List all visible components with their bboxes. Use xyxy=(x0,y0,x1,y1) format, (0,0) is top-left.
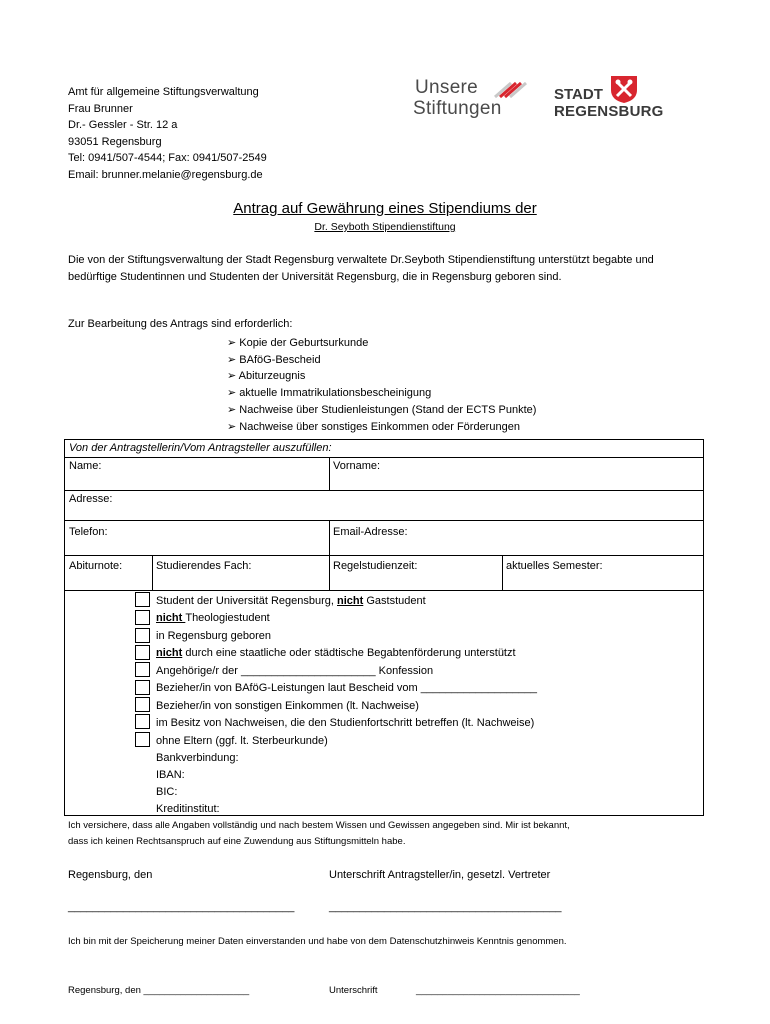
sender-address xyxy=(68,84,267,183)
arrow-bullet-icon: ➢ xyxy=(227,387,240,400)
place-date-label: Regensburg, den xyxy=(68,869,153,881)
checkbox-ohne-eltern[interactable] xyxy=(135,732,150,747)
requirements-list xyxy=(227,335,536,435)
checklist-item-geboren: in Regensburg geboren xyxy=(156,630,271,642)
application-form xyxy=(64,439,704,816)
arrow-bullet-icon: ➢ xyxy=(227,353,240,366)
email-field[interactable]: Email-Adresse: xyxy=(333,526,408,538)
checklist-item-ohne-eltern: ohne Eltern (ggf. lt. Sterbeurkunde) xyxy=(156,735,328,747)
consent-signature-label: Unterschrift xyxy=(329,985,378,996)
city-crest-icon xyxy=(609,74,639,104)
list-item: ➢ aktuelle Immatrikulationsbescheinigung xyxy=(227,387,432,400)
form-divider xyxy=(65,555,703,556)
logo-regensburg-text: REGENSBURG xyxy=(554,103,664,120)
arrow-bullet-icon: ➢ xyxy=(227,420,240,433)
checklist-item-nachweise: im Besitz von Nachweisen, die den Studienfortschritt betreffen (lt. Nachweise) xyxy=(156,717,535,729)
signature-line[interactable]: ______________________________________ xyxy=(329,901,562,913)
semester-field[interactable]: aktuelles Semester: xyxy=(506,560,603,572)
form-divider xyxy=(65,590,703,591)
place-date-line[interactable]: _____________________________________ xyxy=(68,901,295,913)
logo-unsere-text: Unsere xyxy=(415,77,479,98)
arrow-bullet-icon: ➢ xyxy=(227,403,240,416)
form-divider xyxy=(329,520,330,555)
list-item: ➢ Nachweise über sonstiges Einkommen oder Förderungen xyxy=(227,420,520,433)
sender-street: Dr.- Gessler - Str. 12 a xyxy=(68,119,178,131)
sender-email: Email: brunner.melanie@regensburg.de xyxy=(68,168,263,181)
iban-field[interactable]: IBAN: xyxy=(156,769,185,781)
checkbox-student[interactable] xyxy=(135,592,150,607)
sender-city: 93051 Regensburg xyxy=(68,135,162,148)
list-item: ➢ Kopie der Geburtsurkunde xyxy=(227,337,369,349)
fach-field[interactable]: Studierendes Fach: xyxy=(156,560,252,572)
declaration-line-2: dass ich keinen Rechtsanspruch auf eine Zuwendung aus Stiftungsmitteln habe. xyxy=(68,836,406,847)
sender-contact: Frau Brunner xyxy=(68,102,133,115)
stripes-icon xyxy=(493,77,527,103)
list-item: ➢ Abiturzeugnis xyxy=(227,370,306,383)
name-field[interactable]: Name: xyxy=(69,460,102,472)
form-divider xyxy=(329,555,330,590)
intro-paragraph: Die von der Stiftungsverwaltung der Stadt Regensburg verwaltete Dr.Seyboth Stipendienstiftung unterstützt begabte und bedürftige Studentinnen und Studenten der Universität Regensburg, die in Regensburg geboren sind. xyxy=(68,254,654,283)
form-divider xyxy=(329,457,330,490)
checklist-item-bafoeg: Bezieher/in von BAföG-Leistungen laut Bescheid vom ___________________ xyxy=(156,682,537,694)
vorname-field[interactable]: Vorname: xyxy=(333,460,381,472)
checkbox-bafoeg[interactable] xyxy=(135,680,150,695)
form-header: Von der Antragstellerin/Vom Antragsteller auszufüllen: xyxy=(69,442,332,454)
checkbox-geboren[interactable] xyxy=(135,628,150,643)
logo-stadt-text: STADT xyxy=(554,86,603,103)
arrow-bullet-icon: ➢ xyxy=(227,370,239,383)
form-divider xyxy=(502,555,503,590)
consent-signature-line[interactable]: _______________________________ xyxy=(416,985,580,996)
logo-stiftungen-text: Stiftungen xyxy=(413,98,502,119)
checkbox-einkommen[interactable] xyxy=(135,697,150,712)
checklist-item-begabtenfoerderung: nicht durch eine staatliche oder städtische Begabtenförderung unterstützt xyxy=(156,647,516,659)
bic-field[interactable]: BIC: xyxy=(156,786,178,798)
document-subtitle: Dr. Seyboth Stipendienstiftung xyxy=(314,221,456,233)
adresse-field[interactable]: Adresse: xyxy=(69,493,113,505)
abiturnote-field[interactable]: Abiturnote: xyxy=(69,560,123,572)
arrow-bullet-icon: ➢ xyxy=(227,337,240,349)
form-divider xyxy=(65,520,703,521)
checkbox-nachweise[interactable] xyxy=(135,714,150,729)
sender-office: Amt für allgemeine Stiftungsverwaltung xyxy=(68,86,259,98)
list-item: ➢ Nachweise über Studienleistungen (Stand der ECTS Punkte) xyxy=(227,403,537,416)
checkbox-theologie[interactable] xyxy=(135,610,150,625)
checklist-item-theologie: nicht Theologiestudent xyxy=(156,612,270,624)
declaration-line-1: Ich versichere, dass alle Angaben vollständig und nach bestem Wissen und Gewissen angegeben sind. Mir ist bekannt, xyxy=(68,820,570,831)
form-divider xyxy=(65,490,703,491)
bank-heading: Bankverbindung: xyxy=(156,752,239,764)
form-divider xyxy=(65,457,703,458)
telefon-field[interactable]: Telefon: xyxy=(69,526,108,538)
consent-place-date[interactable]: Regensburg, den ____________________ xyxy=(68,985,250,996)
regelstudienzeit-field[interactable]: Regelstudienzeit: xyxy=(333,560,418,572)
list-item: ➢ BAföG-Bescheid xyxy=(227,353,321,366)
consent-text: Ich bin mit der Speicherung meiner Daten einverstanden und habe von dem Datenschutzhinweis Kenntnis genommen. xyxy=(68,936,567,947)
checklist-item-einkommen: Bezieher/in von sonstigen Einkommen (lt. Nachweise) xyxy=(156,700,419,712)
checkbox-konfession[interactable] xyxy=(135,662,150,677)
checkbox-begabtenfoerderung[interactable] xyxy=(135,645,150,660)
document-title: Antrag auf Gewährung eines Stipendiums der xyxy=(233,200,537,217)
kreditinstitut-field[interactable]: Kreditinstitut: xyxy=(156,803,220,815)
unsere-stiftungen-logo xyxy=(413,77,525,127)
form-divider xyxy=(152,555,153,590)
requirements-heading: Zur Bearbeitung des Antrags sind erforderlich: xyxy=(68,318,293,330)
signature-label: Unterschrift Antragsteller/in, gesetzl. Vertreter xyxy=(329,869,551,881)
checklist-item-student: Student der Universität Regensburg, nicht Gaststudent xyxy=(156,595,426,607)
checklist-item-konfession: Angehörige/r der ______________________ Konfession xyxy=(156,665,434,677)
sender-phone-fax: Tel: 0941/507-4544; Fax: 0941/507-2549 xyxy=(68,152,267,164)
stadt-regensburg-logo xyxy=(553,74,663,122)
